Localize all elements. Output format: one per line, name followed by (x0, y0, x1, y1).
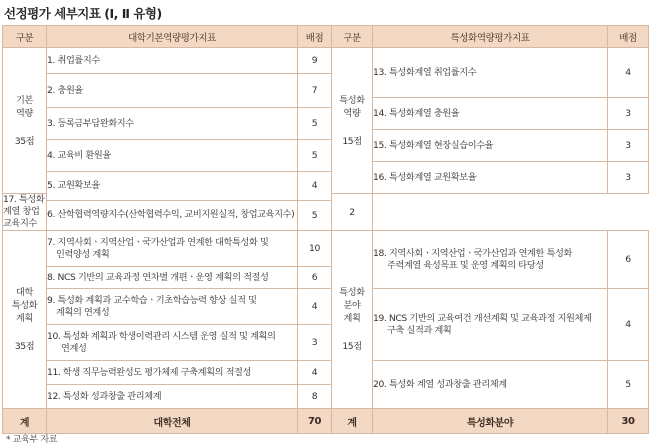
indicator-16: 16. 특성화계열 교원확보율 (373, 162, 608, 194)
indicator-8: 8. NCS 기반의 교육과정 연차별 개편ㆍ운영 계획의 적절성 (47, 267, 298, 289)
page-title: 선정평가 세부지표 (Ⅰ, Ⅱ 유형) (4, 6, 162, 21)
points-7: 10 (298, 231, 332, 267)
indicator-2: 2. 충원율 (47, 74, 298, 108)
total-label-right: 계 (332, 409, 373, 434)
indicator-12: 12. 특성화 성과창출 관리체계 (47, 385, 298, 409)
header-univ-points: 배점 (298, 26, 332, 48)
indicator-3: 3. 등록금부담완화지수 (47, 108, 298, 140)
indicator-17: 17. 특성화계열 창업교육지수 (3, 194, 47, 231)
indicator-20: 20. 특성화 계열 성과창출 관리체계 (373, 361, 608, 409)
total-points-right: 30 (608, 409, 649, 434)
indicator-7: 7. 지역사회ㆍ지역산업ㆍ국가산업과 연계한 대학특성화 및 인력양성 계획 (47, 231, 298, 267)
points-10: 3 (298, 325, 332, 361)
table-row (3, 289, 649, 325)
points-19: 4 (608, 289, 649, 361)
table-row (3, 361, 649, 385)
points-14: 3 (608, 98, 649, 130)
points-3: 5 (298, 108, 332, 140)
header-spec-points: 배점 (608, 26, 649, 48)
indicator-9: 9. 특성화 계획과 교수학습ㆍ기초학습능력 향상 실적 및 계획의 연계성 (47, 289, 298, 325)
points-15: 3 (608, 130, 649, 162)
evaluation-table (2, 25, 649, 434)
table-row (3, 231, 649, 267)
indicator-4: 4. 교육비 환원율 (47, 140, 298, 172)
source-note: * 교육부 자료 (6, 435, 58, 445)
total-name-left: 대학전체 (47, 409, 298, 434)
points-12: 8 (298, 385, 332, 409)
total-points-left: 70 (298, 409, 332, 434)
indicator-18: 18. 지역사회ㆍ지역산업ㆍ국가산업과 연계한 특성화 주력계열 육성목표 및 운영 계획의 타당성 (373, 231, 608, 289)
total-label-left: 계 (3, 409, 47, 434)
table-header-row (3, 26, 649, 48)
header-spec-indicator: 특성화역량평가지표 (373, 26, 608, 48)
points-5: 4 (298, 172, 332, 201)
group-basic-capacity: 기본 역량 35점 (3, 48, 47, 194)
header-group-left: 구분 (3, 26, 47, 48)
indicator-13: 13. 특성화계열 취업률지수 (373, 48, 608, 98)
indicator-11: 11. 학생 직무능력완성도 평가체제 구축계획의 적절성 (47, 361, 298, 385)
indicator-14: 14. 특성화계열 충원율 (373, 98, 608, 130)
points-11: 4 (298, 361, 332, 385)
points-8: 6 (298, 267, 332, 289)
points-18: 6 (608, 231, 649, 289)
indicator-15: 15. 특성화계열 현장실습이수율 (373, 130, 608, 162)
points-4: 5 (298, 140, 332, 172)
header-group-right: 구분 (332, 26, 373, 48)
table-row (3, 200, 649, 230)
group-univ-specialization-plan: 대학 특성화 계획 35점 (3, 231, 47, 409)
indicator-19: 19. NCS 기반의 교육여건 개선계획 및 교육과정 지원체제 구축 실적과 계획 (373, 289, 608, 361)
points-1: 9 (298, 48, 332, 74)
points-16: 3 (608, 162, 649, 194)
total-row (3, 409, 649, 434)
group-specialization-field-plan: 특성화 분야 계획 15점 (332, 231, 373, 409)
indicator-5: 5. 교원확보율 (47, 172, 298, 201)
indicator-1: 1. 취업률지수 (47, 48, 298, 74)
points-20: 5 (608, 361, 649, 409)
indicator-10: 10. 특성화 계획과 학생이력관리 시스템 운영 실적 및 계획의 연계성 (47, 325, 298, 361)
points-17: 2 (332, 194, 373, 231)
total-name-right: 특성화분야 (373, 409, 608, 434)
points-6: 5 (298, 200, 332, 230)
points-2: 7 (298, 74, 332, 108)
indicator-6: 6. 산학협력역량지수(산학협력수익, 교비지원실적, 창업교육지수) (47, 200, 298, 230)
header-univ-indicator: 대학기본역량평가지표 (47, 26, 298, 48)
table-row (3, 48, 649, 72)
points-13: 4 (608, 48, 649, 98)
group-specialization-capacity: 특성화 역량 15점 (332, 48, 373, 194)
points-9: 4 (298, 289, 332, 325)
